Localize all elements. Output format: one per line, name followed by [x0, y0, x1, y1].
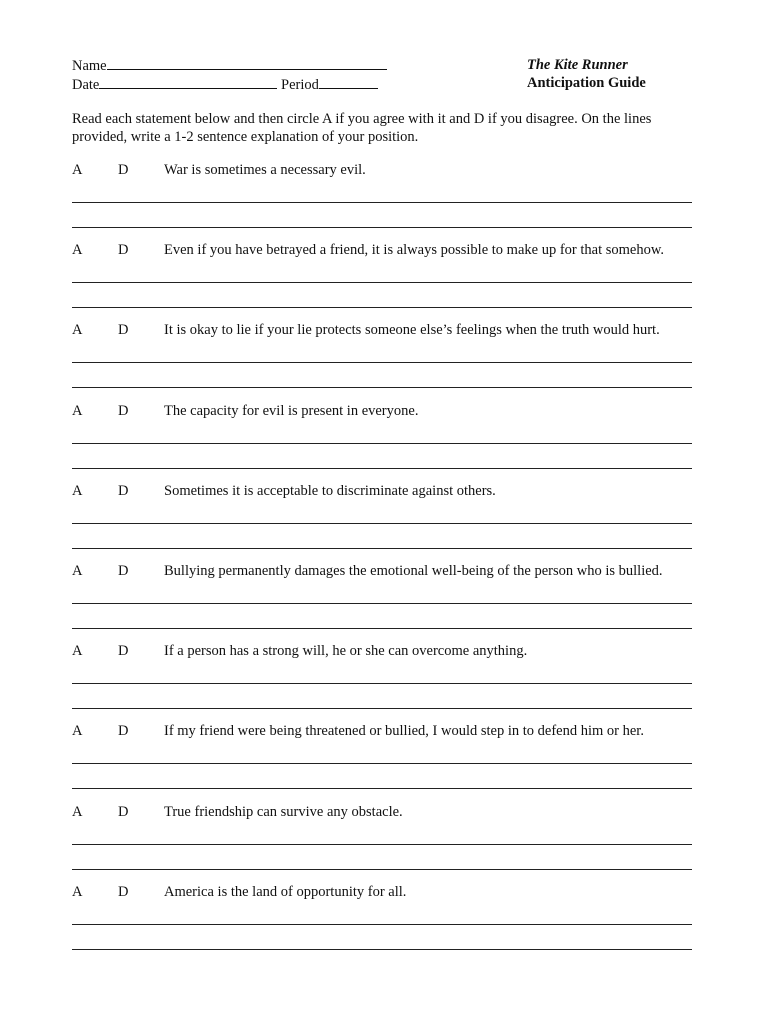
- answer-line[interactable]: [72, 548, 692, 549]
- agree-choice[interactable]: A: [72, 803, 83, 820]
- date-blank[interactable]: [99, 75, 277, 89]
- agree-choice[interactable]: A: [72, 322, 83, 339]
- answer-line[interactable]: [72, 523, 692, 524]
- answer-line[interactable]: [72, 869, 692, 870]
- answer-line[interactable]: [72, 387, 692, 388]
- disagree-choice[interactable]: D: [118, 723, 129, 740]
- agree-choice[interactable]: A: [72, 162, 83, 178]
- statement-item: [72, 561, 692, 641]
- answer-line[interactable]: [72, 708, 692, 709]
- answer-line[interactable]: [72, 844, 692, 845]
- answer-line[interactable]: [72, 628, 692, 629]
- answer-line[interactable]: [72, 788, 692, 789]
- answer-line[interactable]: [72, 227, 692, 228]
- agree-choice[interactable]: A: [72, 402, 83, 419]
- statement-item: [72, 481, 692, 561]
- answer-line[interactable]: [72, 468, 692, 469]
- statement-text: True friendship can survive any obstacle.: [164, 803, 403, 820]
- disagree-choice[interactable]: D: [118, 643, 129, 660]
- statement-item: [72, 641, 692, 721]
- statement-text: War is sometimes a necessary evil.: [164, 162, 366, 178]
- statement-text: It is okay to lie if your lie protects someone else’s feelings when the truth would hurt.: [164, 322, 660, 339]
- date-label: Date: [72, 77, 100, 93]
- agree-choice[interactable]: A: [72, 482, 83, 499]
- agree-choice[interactable]: A: [72, 242, 83, 259]
- agree-choice[interactable]: A: [72, 643, 83, 660]
- book-title: The Kite Runner: [527, 57, 628, 73]
- answer-line[interactable]: [72, 683, 692, 684]
- answer-line[interactable]: [72, 202, 692, 203]
- statement-text: Even if you have betrayed a friend, it is always possible to make up for that somehow.: [164, 242, 664, 259]
- statement-text: Sometimes it is acceptable to discriminate against others.: [164, 482, 496, 499]
- disagree-choice[interactable]: D: [118, 242, 129, 259]
- agree-choice[interactable]: A: [72, 883, 83, 900]
- disagree-choice[interactable]: D: [118, 162, 129, 178]
- title-block: [527, 56, 646, 92]
- answer-line[interactable]: [72, 763, 692, 764]
- agree-choice[interactable]: A: [72, 562, 83, 579]
- disagree-choice[interactable]: D: [118, 562, 129, 579]
- disagree-choice[interactable]: D: [118, 322, 129, 339]
- disagree-choice[interactable]: D: [118, 803, 129, 820]
- instructions: Read each statement below and then circle A if you agree with it and D if you disagree. On the lines provided, write a 1-2 sentence explanation of your position.: [72, 111, 652, 145]
- statement-item: [72, 160, 692, 240]
- statement-item: [72, 882, 692, 962]
- period-label: Period: [281, 77, 319, 93]
- statement-list: [72, 160, 692, 962]
- disagree-choice[interactable]: D: [118, 482, 129, 499]
- date-row: [72, 75, 387, 94]
- answer-line[interactable]: [72, 924, 692, 925]
- disagree-choice[interactable]: D: [118, 402, 129, 419]
- worksheet-header: [72, 56, 692, 96]
- name-label: Name: [72, 58, 107, 74]
- disagree-choice[interactable]: D: [118, 883, 129, 900]
- statement-item: [72, 721, 692, 801]
- period-blank[interactable]: [319, 75, 378, 89]
- statement-item: [72, 320, 692, 400]
- statement-item: [72, 401, 692, 481]
- name-blank[interactable]: [107, 56, 387, 70]
- statement-item: [72, 802, 692, 882]
- statement-item: [72, 240, 692, 320]
- answer-line[interactable]: [72, 307, 692, 308]
- name-row: [72, 56, 387, 75]
- guide-title: Anticipation Guide: [527, 75, 646, 91]
- statement-text: If my friend were being threatened or bullied, I would step in to defend him or her.: [164, 723, 644, 740]
- answer-line[interactable]: [72, 443, 692, 444]
- statement-text: The capacity for evil is present in everyone.: [164, 402, 419, 419]
- statement-text: America is the land of opportunity for all.: [164, 883, 407, 900]
- answer-line[interactable]: [72, 362, 692, 363]
- statement-text: If a person has a strong will, he or she can overcome anything.: [164, 643, 528, 660]
- student-info: [72, 56, 387, 94]
- answer-line[interactable]: [72, 603, 692, 604]
- answer-line[interactable]: [72, 282, 692, 283]
- statement-text: Bullying permanently damages the emotional well-being of the person who is bullied.: [164, 562, 663, 579]
- answer-line[interactable]: [72, 949, 692, 950]
- agree-choice[interactable]: A: [72, 723, 83, 740]
